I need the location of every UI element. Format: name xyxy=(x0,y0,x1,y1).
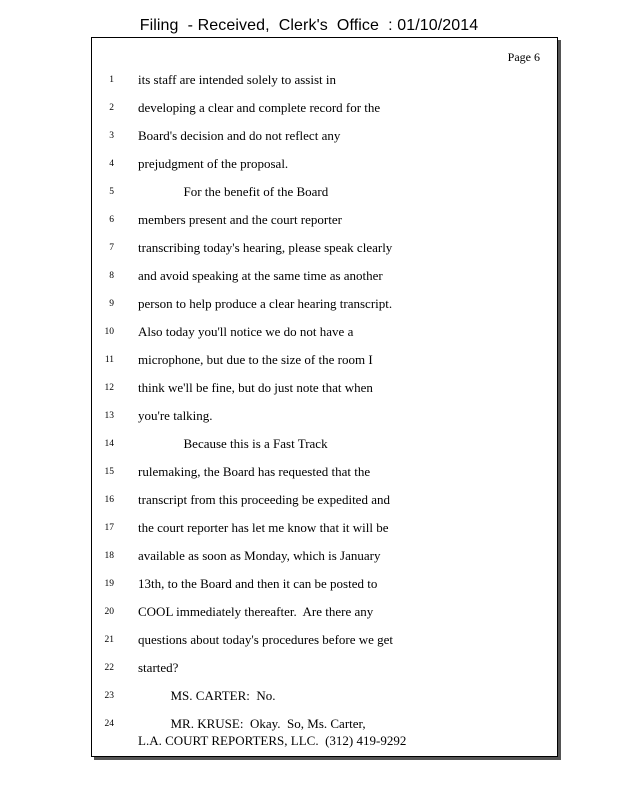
line-number: 13 xyxy=(104,411,114,421)
line-number: 12 xyxy=(104,383,114,393)
line-number: 14 xyxy=(104,439,114,449)
reporter-footer: L.A. COURT REPORTERS, LLC. (312) 419-9292 xyxy=(138,733,407,748)
line-text: transcribing today's hearing, please speak clearly xyxy=(138,240,393,255)
line-number: 21 xyxy=(104,635,114,645)
transcript-line xyxy=(92,576,552,596)
filing-stamp: Filing - Received, Clerk's Office : 01/10/2014 xyxy=(139,17,479,34)
line-number: 18 xyxy=(104,551,114,561)
line-text: For the benefit of the Board xyxy=(138,184,329,199)
line-number: 1 xyxy=(109,75,114,85)
line-number: 23 xyxy=(104,691,114,701)
line-number: 20 xyxy=(104,607,114,617)
line-number: 19 xyxy=(104,579,114,589)
line-number: 8 xyxy=(109,271,114,281)
transcript-line xyxy=(92,268,552,288)
line-text: its staff are intended solely to assist in xyxy=(138,72,336,87)
line-number: 16 xyxy=(104,495,114,505)
line-number: 3 xyxy=(109,131,114,141)
transcript-line xyxy=(92,548,552,568)
transcript-line xyxy=(92,352,552,372)
transcript-line xyxy=(92,632,552,652)
line-number: 15 xyxy=(104,467,114,477)
line-number: 5 xyxy=(109,187,114,197)
line-text: COOL immediately thereafter. Are there any xyxy=(138,604,374,619)
transcript-line xyxy=(92,296,552,316)
line-number: 7 xyxy=(109,243,114,253)
transcript-line xyxy=(92,464,552,484)
line-text: Board's decision and do not reflect any xyxy=(138,128,341,143)
transcript-line xyxy=(92,520,552,540)
line-text: available as soon as Monday, which is January xyxy=(138,548,381,563)
line-number: 11 xyxy=(104,355,114,365)
transcript-line xyxy=(92,324,552,344)
transcript-line xyxy=(92,688,552,708)
line-text: MS. CARTER: No. xyxy=(138,688,276,703)
line-text: microphone, but due to the size of the room I xyxy=(138,352,373,367)
line-number: 4 xyxy=(109,159,114,169)
line-text: you're talking. xyxy=(138,408,213,423)
line-number: 2 xyxy=(109,103,114,113)
transcript-line xyxy=(92,380,552,400)
line-number: 22 xyxy=(104,663,114,673)
line-number: 17 xyxy=(104,523,114,533)
line-text: questions about today's procedures before we get xyxy=(138,632,394,647)
line-text: Because this is a Fast Track xyxy=(138,436,328,451)
transcript-line xyxy=(92,660,552,680)
line-text: members present and the court reporter xyxy=(138,212,342,227)
transcript-line xyxy=(92,100,552,120)
line-number: 6 xyxy=(109,215,114,225)
transcript-line xyxy=(92,604,552,624)
line-text: Also today you'll notice we do not have a xyxy=(138,324,354,339)
transcript-line xyxy=(92,408,552,428)
line-text: transcript from this proceeding be expedited and xyxy=(138,492,390,507)
transcript-line xyxy=(92,436,552,456)
transcript-line xyxy=(92,240,552,260)
transcript-line xyxy=(92,212,552,232)
transcript-line xyxy=(92,492,552,512)
line-text: the court reporter has let me know that it will be xyxy=(138,520,389,535)
transcript-page xyxy=(91,37,558,757)
line-text: rulemaking, the Board has requested that the xyxy=(138,464,371,479)
line-text: developing a clear and complete record for the xyxy=(138,100,381,115)
line-number: 10 xyxy=(104,327,114,337)
transcript-line xyxy=(92,184,552,204)
line-text: started? xyxy=(138,660,179,675)
line-text: think we'll be fine, but do just note that when xyxy=(138,380,373,395)
line-text: 13th, to the Board and then it can be posted to xyxy=(138,576,378,591)
line-text: MR. KRUSE: Okay. So, Ms. Carter, xyxy=(138,716,366,731)
transcript-line xyxy=(92,128,552,148)
line-text: person to help produce a clear hearing transcript. xyxy=(138,296,393,311)
transcript-line xyxy=(92,156,552,176)
line-number: 9 xyxy=(109,299,114,309)
page-number: Page 6 xyxy=(507,50,540,64)
line-text: prejudgment of the proposal. xyxy=(138,156,289,171)
transcript-line xyxy=(92,72,552,92)
line-number: 24 xyxy=(104,719,114,729)
line-text: and avoid speaking at the same time as another xyxy=(138,268,383,283)
